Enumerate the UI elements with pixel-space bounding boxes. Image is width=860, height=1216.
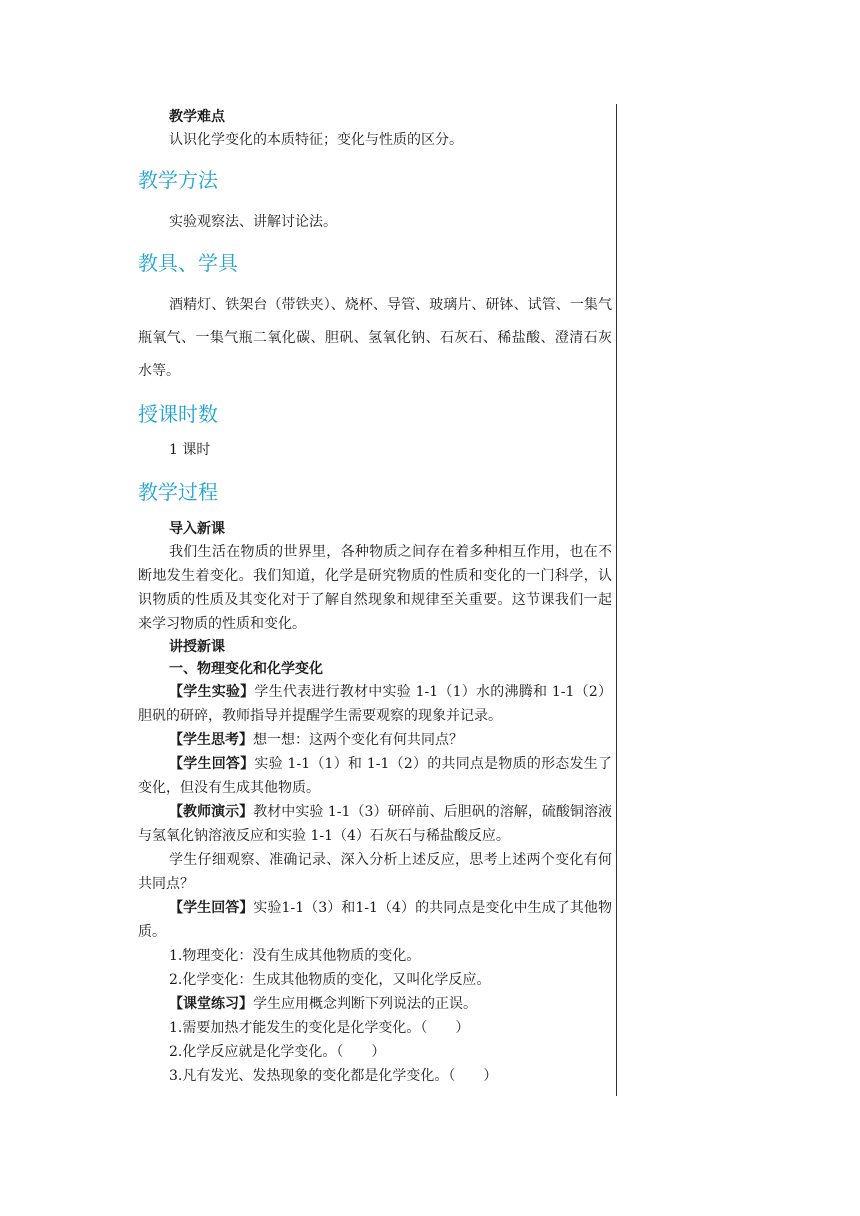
tools-heading: 教具、学具 [138,251,238,275]
intro-heading: 导入新课 [169,521,225,537]
margin-rule [616,104,617,1096]
method-text: 实验观察法、讲解讨论法。 [169,214,337,230]
student-answer-2-text: 实验1-1（3）和1-1（4）的共同点是变化中生成了其他物质。 [138,900,612,940]
student-think-paragraph [138,728,612,752]
tools-text: 酒精灯、铁架台（带铁夹）、烧杯、导管、玻璃片、研钵、试管、一集气瓶氧气、一集气瓶二氧化碳、胆矾、氢氧化钠、石灰石、稀盐酸、澄清石灰水等。 [138,297,612,379]
method-heading: 教学方法 [138,168,218,192]
document-body [138,106,612,1088]
practice-tag: 【课堂练习】 [169,996,253,1012]
student-answer-2-tag: 【学生回答】 [169,900,254,916]
student-answer-paragraph [138,752,612,800]
practice-paragraph [138,992,612,1016]
intro-text: 我们生活在物质的世界里，各种物质之间存在着多种相互作用，也在不断地发生着变化。我们知道，化学是研究物质的性质和变化的一门科学，认识物质的性质及其变化对于了解自然现象和规律至关重要。这节课我们一起来学习物质的性质和变化。 [138,544,612,632]
question-1: 1.需要加热才能发生的变化是化学变化。（ ） [169,1020,470,1036]
student-think-tag: 【学生思考】 [169,732,253,748]
observe-paragraph: 学生仔细观察、准确记录、深入分析上述反应，思考上述两个变化有何共同点？ [138,852,612,892]
difficulty-heading: 教学难点 [169,109,225,125]
definition-physical: 1.物理变化：没有生成其他物质的变化。 [169,948,421,964]
student-experiment-text: 学生代表进行教材中实验 1-1（1）水的沸腾和 1-1（2）胆矾的研碎，教师指导并提醒学生需要观察的现象并记录。 [138,684,613,724]
teacher-demo-text: 教材中实验 1-1（3）研碎前、后胆矾的溶解，硫酸铜溶液与氢氧化钠溶液反应和实验 1-1（4）石灰石与稀盐酸反应。 [138,804,613,844]
process-heading: 教学过程 [138,480,218,504]
student-answer-2-paragraph [138,896,612,944]
question-2: 2.化学反应就是化学变化。（ ） [169,1044,386,1060]
teacher-demo-paragraph [138,800,612,848]
student-answer-tag: 【学生回答】 [169,756,255,772]
hours-text: 1 课时 [169,442,211,458]
student-answer-text: 实验 1-1（1）和 1-1（2）的共同点是物质的形态发生了变化，但没有生成其他物质。 [138,756,613,796]
lecture-heading: 讲授新课 [169,639,225,655]
practice-text: 学生应用概念判断下列说法的正误。 [253,996,477,1012]
hours-heading: 授课时数 [138,402,218,426]
student-experiment-paragraph [138,680,612,728]
subsection-heading: 一、物理变化和化学变化 [169,661,323,677]
question-3: 3.凡有发光、发热现象的变化都是化学变化。（ ） [169,1068,498,1084]
student-experiment-tag: 【学生实验】 [169,684,255,700]
difficulty-text: 认识化学变化的本质特征；变化与性质的区分。 [169,132,463,148]
definition-chemical: 2.化学变化：生成其他物质的变化，又叫化学反应。 [169,972,491,988]
student-think-text: 想一想：这两个变化有何共同点？ [253,732,463,748]
teacher-demo-tag: 【教师演示】 [169,804,254,820]
